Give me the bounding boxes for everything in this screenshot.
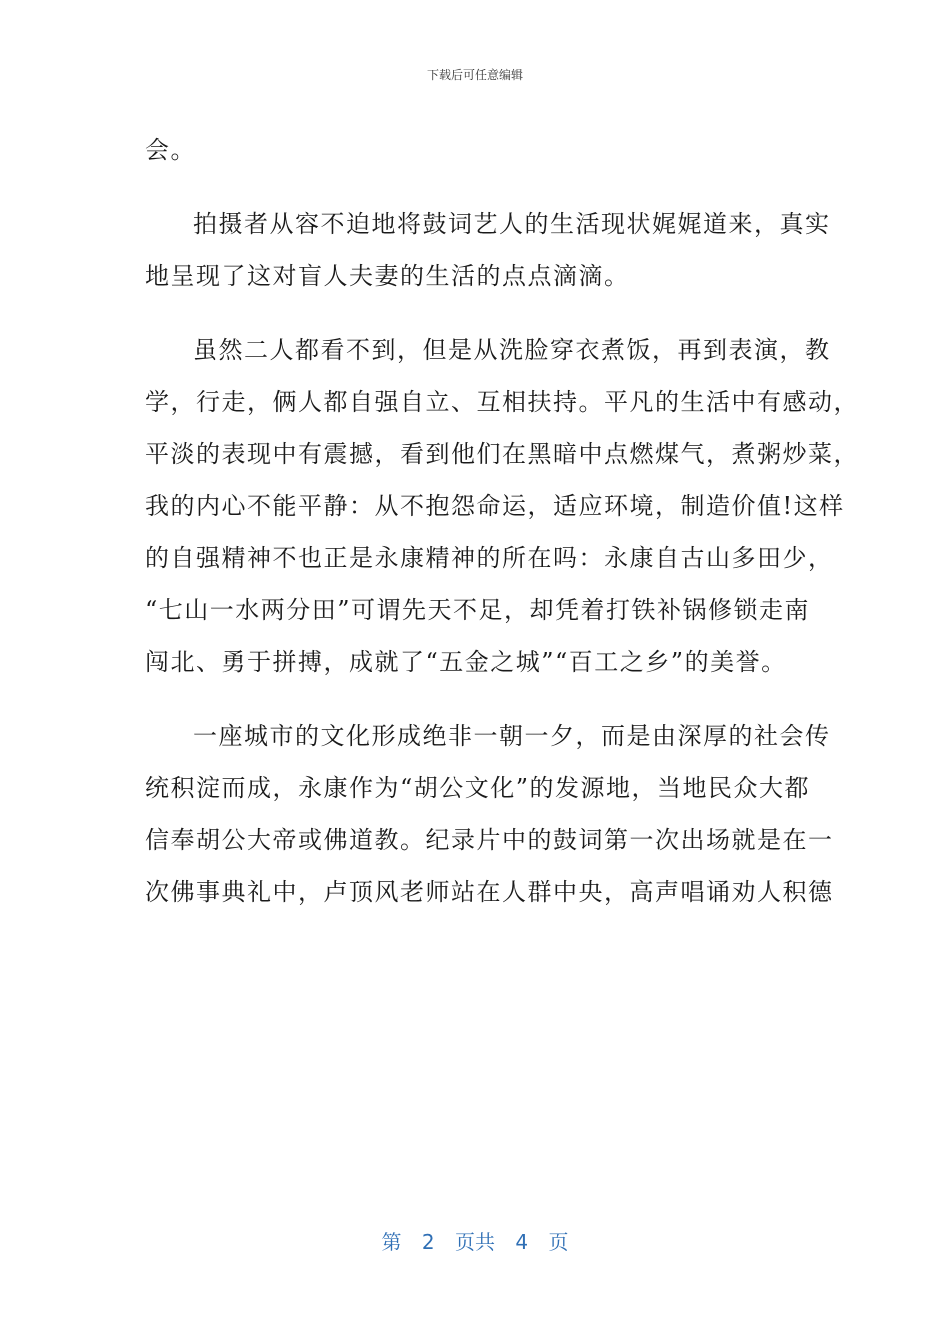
paragraph-4-line-1: 一座城市的文化形成绝非一朝一夕，而是由深厚的社会传	[193, 722, 831, 750]
footer-suffix: 页	[548, 1230, 569, 1254]
paragraph-3-line-1: 虽然二人都看不到，但是从洗脸穿衣煮饭，再到表演，教	[193, 336, 831, 364]
paragraph-3-line-3: 平淡的表现中有震撼，看到他们在黑暗中点燃煤气，煮粥炒菜，	[145, 440, 859, 468]
footer-page-number: 2	[421, 1230, 435, 1254]
paragraph-4-line-3: 信奉胡公大帝或佛道教。纪录片中的鼓词第一次出场就是在一	[145, 826, 834, 854]
page-footer	[0, 1226, 950, 1255]
paragraph-3-line-2: 学，行走，俩人都自强自立、互相扶持。平凡的生活中有感动，	[145, 388, 859, 416]
footer-middle: 页共	[455, 1230, 495, 1254]
paragraph-3-line-4: 我的内心不能平静：从不抱怨命运，适应环境，制造价值!这样	[145, 492, 845, 520]
paragraph-2-line-2: 地呈现了这对盲人夫妻的生活的点点滴滴。	[145, 262, 630, 290]
paragraph-3-line-7: 闯北、勇于拼搏，成就了“五金之城”“百工之乡”的美誉。	[145, 648, 787, 676]
footer-total-pages: 4	[515, 1230, 529, 1254]
paragraph-4-line-2: 统积淀而成，永康作为“胡公文化”的发源地，当地民众大都	[145, 774, 811, 802]
paragraph-2-line-1: 拍摄者从容不迫地将鼓词艺人的生活现状娓娓道来，真实	[193, 210, 831, 238]
paragraph-3-line-5: 的自强精神不也正是永康精神的所在吗：永康自古山多田少，	[145, 544, 834, 572]
paragraph-1-line-1: 会。	[145, 136, 196, 164]
footer-prefix: 第	[381, 1230, 402, 1254]
page-header: 下载后可任意编辑	[426, 68, 523, 82]
paragraph-3-line-6: “七山一水两分田”可谓先天不足，却凭着打铁补锅修锁走南	[145, 596, 811, 624]
document-body	[145, 124, 859, 918]
paragraph-4-line-4: 次佛事典礼中，卢顶风老师站在人群中央，高声唱诵劝人积德	[145, 878, 834, 906]
